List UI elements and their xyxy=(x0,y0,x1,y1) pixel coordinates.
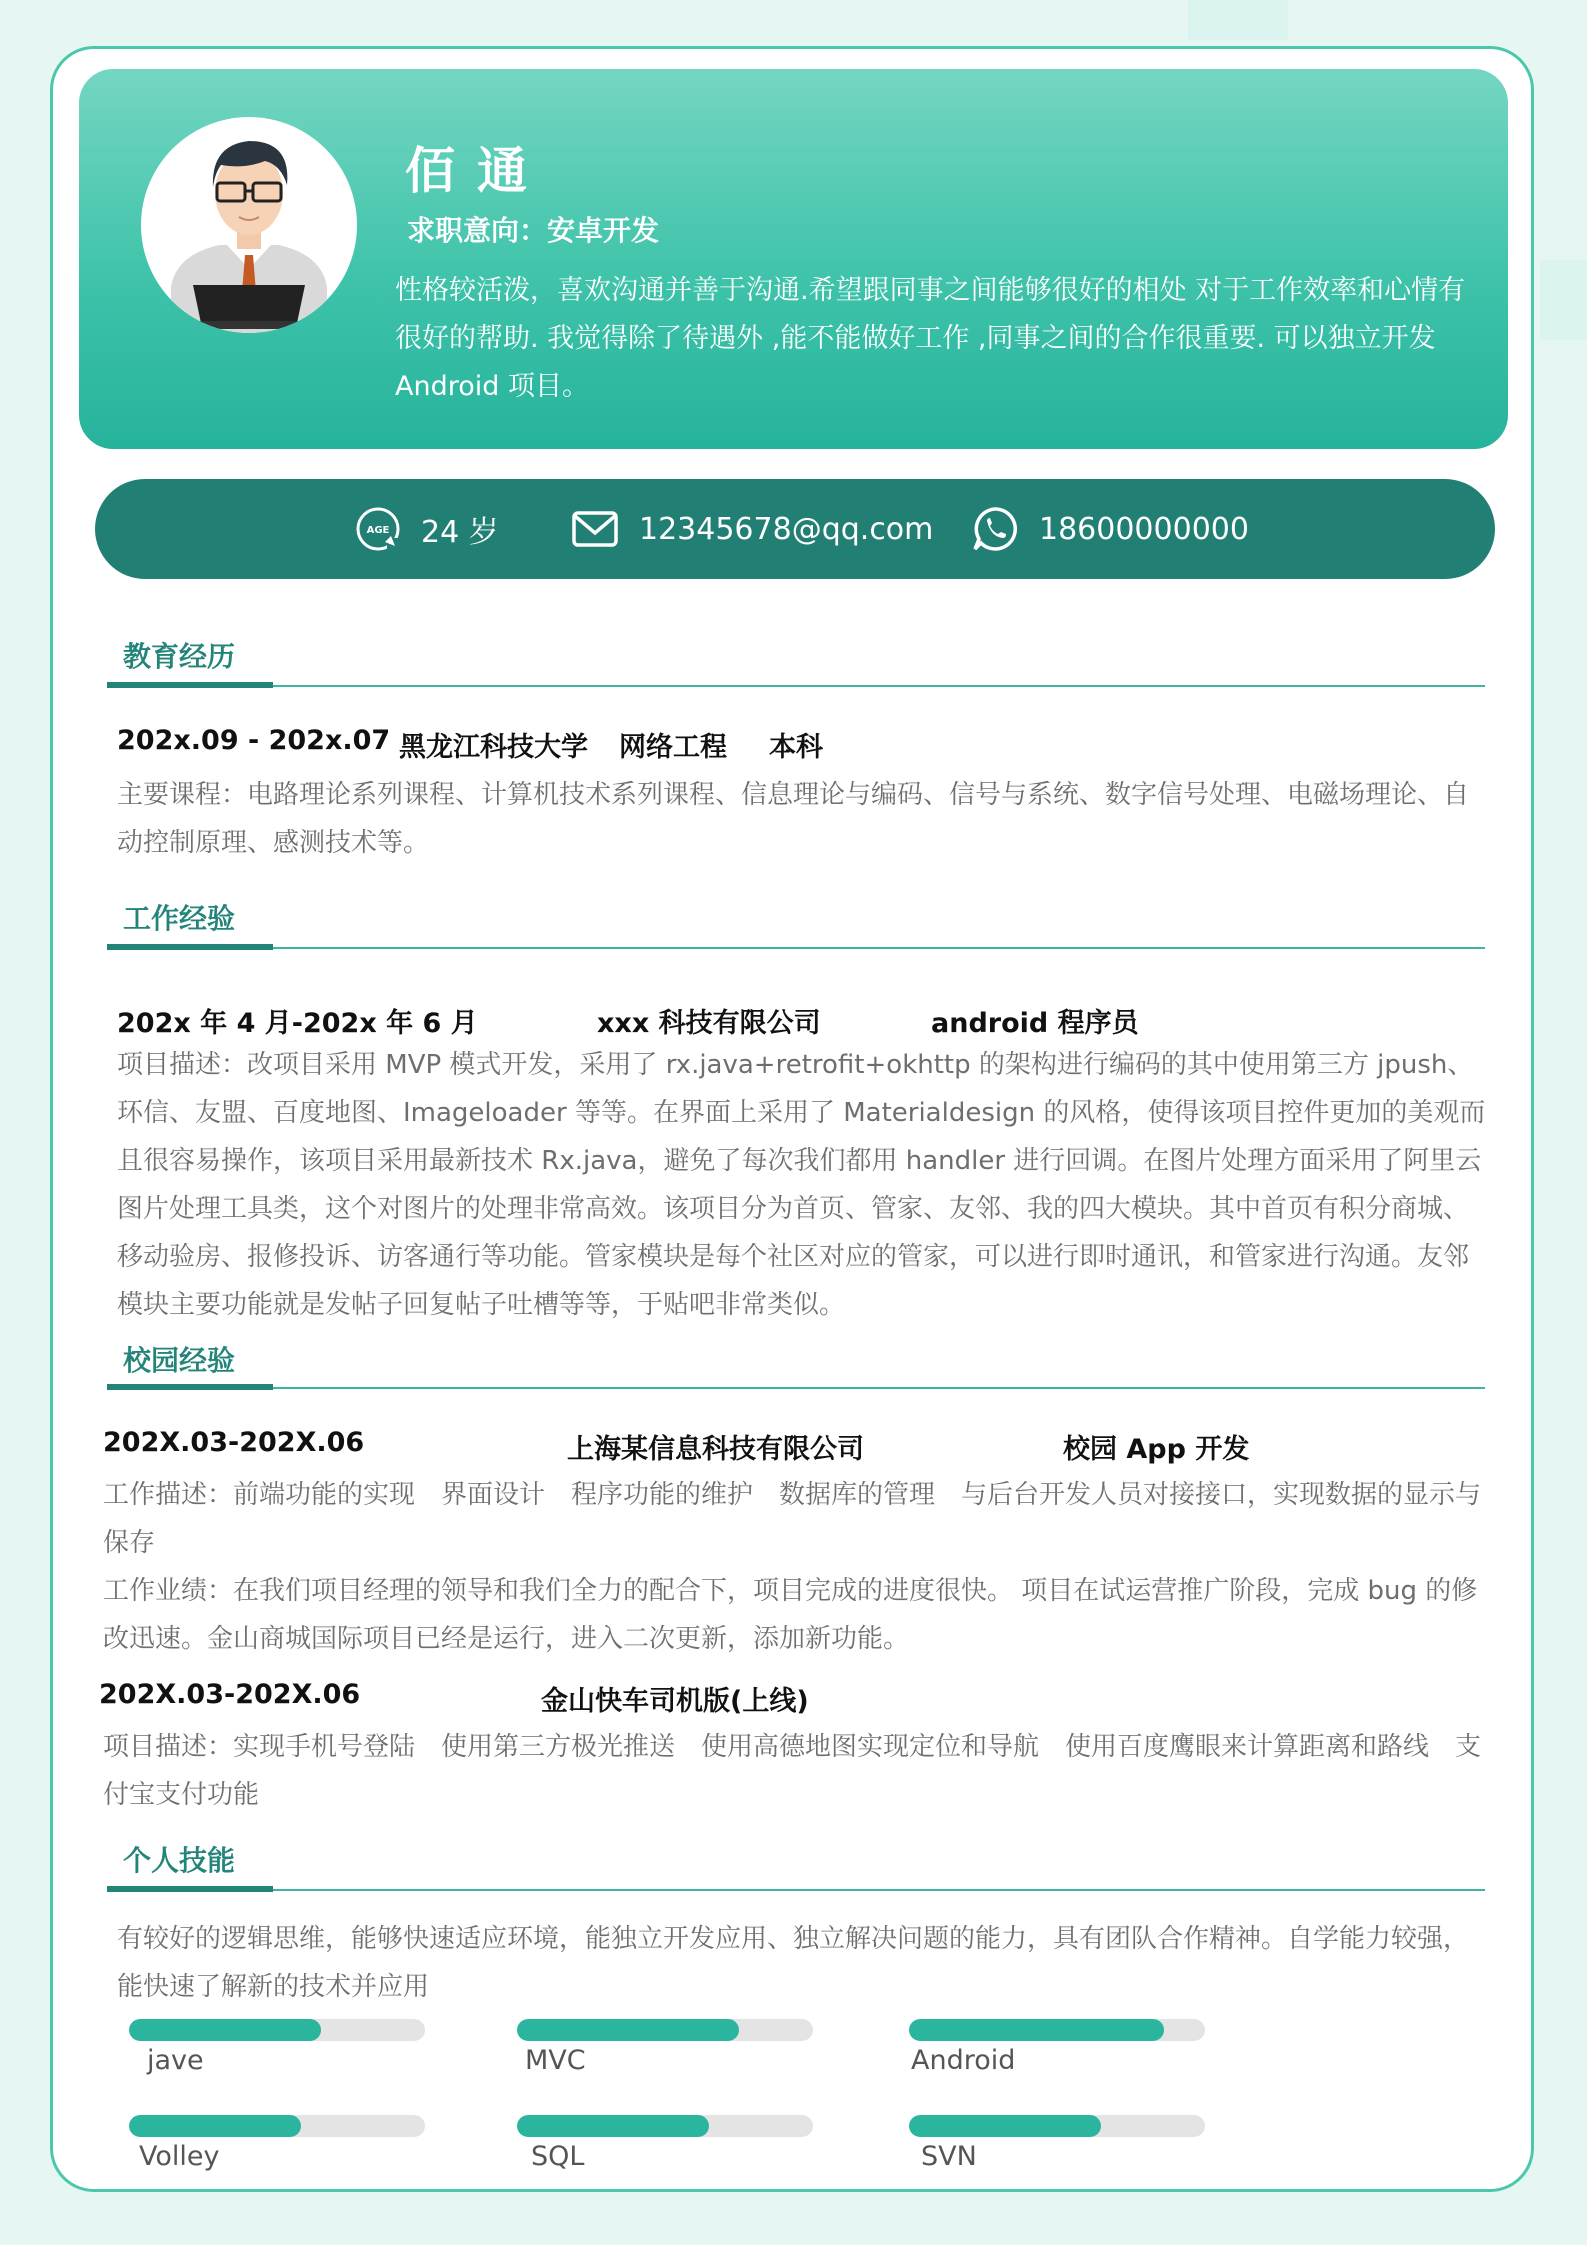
skill-bar xyxy=(909,2115,1205,2137)
skill-bar xyxy=(129,2115,425,2137)
education-major: 网络工程 xyxy=(619,732,727,763)
contact-age xyxy=(355,479,499,579)
skill-bar-fill xyxy=(517,2115,709,2137)
age-value: 24 岁 xyxy=(421,515,499,550)
job-intention: 求职意向：安卓开发 xyxy=(407,214,660,247)
campus-company: 上海某信息科技有限公司 xyxy=(567,1434,864,1465)
campus-period: 202X.03-202X.06 xyxy=(103,1427,365,1458)
person-name: 佰通 xyxy=(405,142,549,200)
section-divider xyxy=(107,1387,1485,1389)
skill-bar-fill xyxy=(909,2115,1101,2137)
phone-value: 18600000000 xyxy=(1039,511,1249,547)
skill-bar-fill xyxy=(909,2019,1164,2041)
section-title-campus: 校园经验 xyxy=(123,1344,236,1377)
section-divider xyxy=(107,685,1485,687)
skill-label: SVN xyxy=(921,2141,977,2172)
skill-label: Android xyxy=(911,2045,1016,2076)
skill-label: MVC xyxy=(525,2045,586,2076)
skill-label: jave xyxy=(147,2045,204,2076)
skill-label: Volley xyxy=(139,2141,220,2172)
campus-description: 工作描述：前端功能的实现 界面设计 程序功能的维护 数据库的管理 与后台开发人员对接接口，实现数据的显示与保存 xyxy=(103,1480,1482,1558)
svg-text:AGE: AGE xyxy=(366,525,390,536)
skill-bar-fill xyxy=(129,2019,321,2041)
contact-phone xyxy=(971,479,1249,579)
section-title-work: 工作经验 xyxy=(123,902,236,935)
campus-role: 校园 App 开发 xyxy=(1063,1434,1250,1465)
email-value: 12345678@qq.com xyxy=(639,511,934,547)
education-degree: 本科 xyxy=(769,732,823,763)
education-courses: 主要课程：电路理论系列课程、计算机技术系列课程、信息理论与编码、信号与系统、数字信号处理、电磁场理论、自动控制原理、感测技术等。 xyxy=(117,780,1470,858)
section-title-education: 教育经历 xyxy=(123,640,236,673)
work-company: xxx 科技有限公司 xyxy=(597,1008,821,1039)
project-period: 202X.03-202X.06 xyxy=(99,1679,361,1710)
avatar xyxy=(141,117,357,333)
contact-email xyxy=(571,479,933,579)
education-period: 202x.09 - 202x.07 xyxy=(117,725,391,756)
background-accent xyxy=(1188,0,1288,40)
skill-bar xyxy=(517,2115,813,2137)
skill-label: SQL xyxy=(531,2141,585,2172)
age-icon xyxy=(355,506,401,552)
work-description: 项目描述：改项目采用 MVP 模式开发，采用了 rx.java+retrofit+okhttp 的架构进行编码的其中使用第三方 jpush、环信、友盟、百度地图、Imageloader 等等。在界面上采用了 Materialdesign 的风格，使得该项目控件更加的美观而且很容易操作，该项目采用最新技术 Rx.java，避免了每次我们都用 handler 进行回调。在图片处理方面采用了阿里云图片处理工具类，这个对图片的处理非常高效。该项目分为首页、管家、友邻、我的四大模块。其中首页有积分商城、移动验房、报修投诉、访客通行等功能。管家模块是每个社区对应的管家，可以进行即时通讯，和管家进行沟通。友邻模块主要功能就是发帖子回复帖子吐槽等等，于贴吧非常类似。 xyxy=(117,1050,1486,1320)
skill-bar xyxy=(129,2019,425,2041)
skill-bar xyxy=(517,2019,813,2041)
work-period: 202x 年 4 月-202x 年 6 月 xyxy=(117,1008,478,1039)
section-title-skills: 个人技能 xyxy=(123,1844,236,1877)
skills-description: 有较好的逻辑思维，能够快速适应环境，能独立开发应用、独立解决问题的能力，具有团队合作精神。自学能力较强，能快速了解新的技术并应用 xyxy=(117,1924,1470,2002)
resume-page xyxy=(50,46,1534,2192)
profile-header xyxy=(79,69,1508,449)
project-name: 金山快车司机版(上线) xyxy=(541,1686,809,1717)
project-description: 项目描述：实现手机号登陆 使用第三方极光推送 使用高德地图实现定位和导航 使用百度鹰眼来计算距离和路线 支付宝支付功能 xyxy=(103,1732,1482,1810)
contact-bar xyxy=(95,479,1495,579)
skill-bar-fill xyxy=(517,2019,739,2041)
skill-bar-fill xyxy=(129,2115,301,2137)
work-role: android 程序员 xyxy=(931,1008,1139,1039)
section-divider xyxy=(107,947,1485,949)
background-accent xyxy=(1540,260,1587,340)
mail-icon xyxy=(571,509,619,549)
whatsapp-phone-icon xyxy=(971,505,1019,553)
campus-result: 工作业绩：在我们项目经理的领导和我们全力的配合下，项目完成的进度很快。 项目在试运营推广阶段，完成 bug 的修改迅速。金山商城国际项目已经是运行，进入二次更新，添加新功能。 xyxy=(103,1576,1478,1654)
section-divider xyxy=(107,1889,1485,1891)
skill-bar xyxy=(909,2019,1205,2041)
avatar-illustration xyxy=(141,117,357,333)
education-school: 黑龙江科技大学 xyxy=(399,732,588,763)
self-summary: 性格较活泼，喜欢沟通并善于沟通.希望跟同事之间能够很好的相处 对于工作效率和心情有很好的帮助. 我觉得除了待遇外 ,能不能做好工作 ,同事之间的合作很重要. 可以独立开发 Android 项目。 xyxy=(395,275,1466,402)
